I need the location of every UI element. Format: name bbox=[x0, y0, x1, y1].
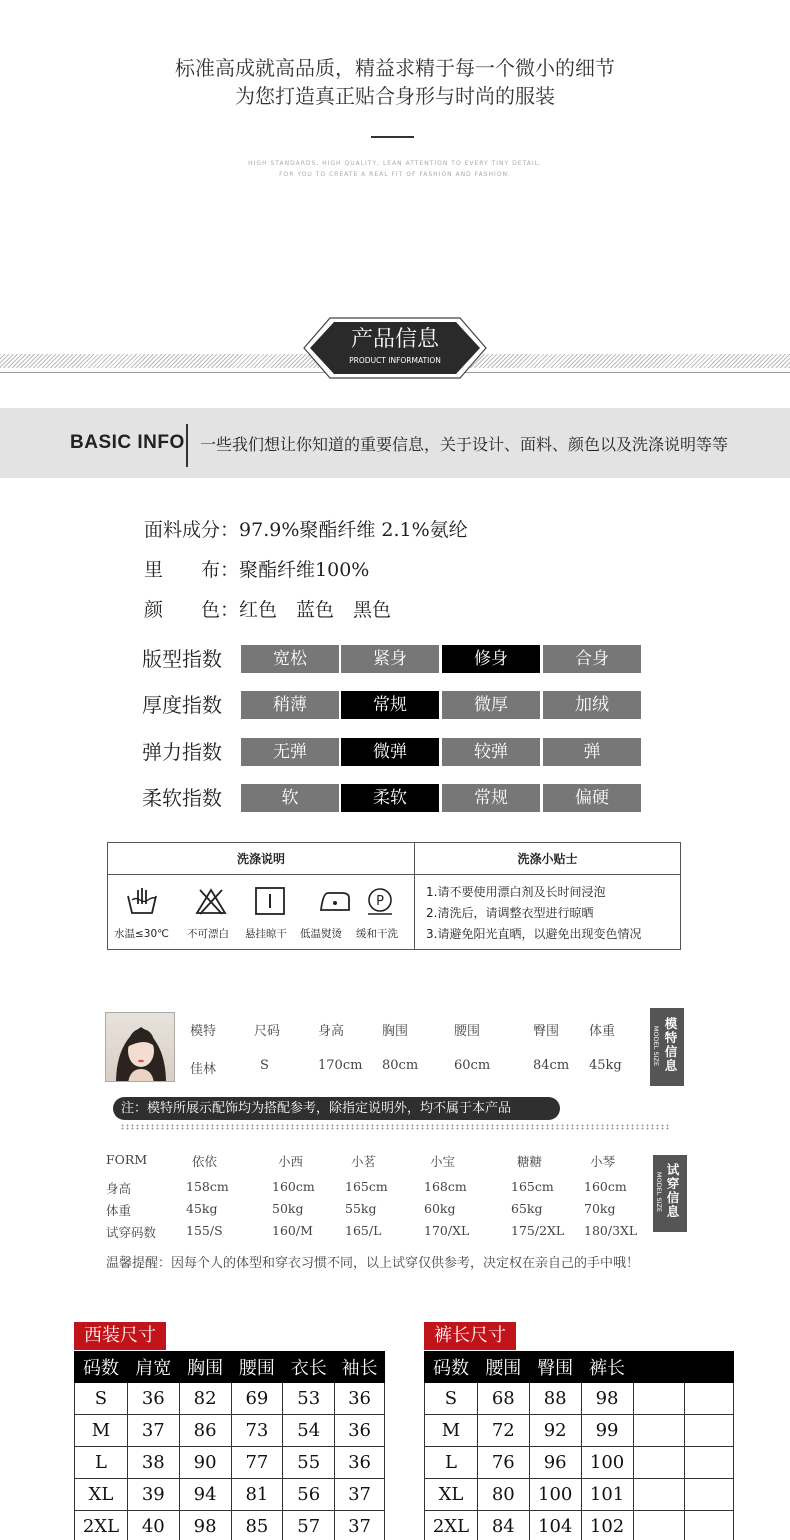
table-cell: 90 bbox=[179, 1447, 231, 1479]
table-header-cell: 裤长 bbox=[581, 1352, 633, 1383]
wash-tip: 1.请不要使用漂白剂及长时间浸泡 bbox=[426, 885, 606, 899]
prop-value: 97.9%聚酯纤维 2.1%氨纶 bbox=[239, 519, 468, 541]
table-row bbox=[75, 1415, 385, 1447]
model-note: 注：模特所展示配饰均为搭配参考，除指定说明外，均不属于本产品 bbox=[113, 1097, 560, 1120]
table-cell bbox=[633, 1383, 685, 1415]
table-cell: 55 bbox=[283, 1447, 335, 1479]
table-cell bbox=[633, 1479, 685, 1511]
hero-en-line-2: FOR YOU TO CREATE A REAL FIT OF FASHION AND FASHION. bbox=[279, 171, 511, 178]
prop-value: 红色 蓝色 黑色 bbox=[239, 599, 392, 621]
table-cell: 36 bbox=[335, 1415, 385, 1447]
table-cell bbox=[685, 1511, 734, 1540]
model-info-tag bbox=[650, 1008, 684, 1086]
index-option: 修身 bbox=[442, 645, 540, 673]
table-cell: 82 bbox=[179, 1383, 231, 1415]
model-tag-cn: 模特信息 bbox=[664, 1016, 678, 1073]
prop-label: 面料成分： bbox=[144, 519, 240, 541]
tryon-cell: 60kg bbox=[424, 1201, 456, 1216]
tryon-name: 小西 bbox=[278, 1154, 304, 1169]
table-header-cell bbox=[633, 1352, 685, 1383]
model-header: 腰围 bbox=[454, 1024, 481, 1039]
table-cell: 99 bbox=[581, 1415, 633, 1447]
wash-tip: 2.清洗后，请调整衣型进行晾晒 bbox=[426, 906, 594, 920]
model-value: 84cm bbox=[533, 1058, 570, 1073]
tryon-cell: 168cm bbox=[424, 1179, 467, 1194]
table-header-cell: 臀围 bbox=[529, 1352, 581, 1383]
tryon-name: 小茗 bbox=[351, 1154, 377, 1169]
table-cell: 54 bbox=[283, 1415, 335, 1447]
hero-en-line-1: HIGH STANDARDS, HIGH QUALITY, LEAN ATTENTION TO EVERY TINY DETAIL. bbox=[248, 160, 542, 167]
icon-label: 缓和干洗 bbox=[356, 928, 398, 940]
index-label: 版型指数 bbox=[142, 647, 222, 671]
table-cell: M bbox=[425, 1415, 478, 1447]
table-cell: L bbox=[75, 1447, 128, 1479]
tryon-cell: 160cm bbox=[272, 1179, 315, 1194]
hero-divider bbox=[371, 136, 414, 138]
low-iron-icon bbox=[318, 886, 352, 916]
table-row bbox=[425, 1447, 734, 1479]
hand-wash-icon bbox=[125, 886, 159, 916]
basic-info-title: BASIC INFO bbox=[70, 432, 185, 453]
table-header-cell: 码数 bbox=[75, 1352, 128, 1383]
table-cell: 100 bbox=[529, 1479, 581, 1511]
table-cell: 102 bbox=[581, 1511, 633, 1540]
hang-dry-icon bbox=[253, 886, 287, 916]
table-cell: 68 bbox=[477, 1383, 529, 1415]
table-cell bbox=[685, 1447, 734, 1479]
tryon-cell: 45kg bbox=[186, 1201, 218, 1216]
pants-size-table bbox=[424, 1351, 734, 1540]
model-value: 170cm bbox=[318, 1058, 363, 1073]
table-row bbox=[75, 1383, 385, 1415]
tryon-cell: 165cm bbox=[511, 1179, 554, 1194]
icon-label: 低温熨烫 bbox=[300, 928, 342, 940]
table-header-cell: 腰围 bbox=[477, 1352, 529, 1383]
table-cell: 40 bbox=[127, 1511, 179, 1540]
tryon-cell: 160/M bbox=[272, 1223, 313, 1238]
table-cell: 98 bbox=[179, 1511, 231, 1540]
tryon-row-label: 身高 bbox=[106, 1181, 132, 1196]
model-header: 胸围 bbox=[382, 1024, 409, 1039]
prop-label: 里 布： bbox=[144, 559, 240, 581]
table-cell: 101 bbox=[581, 1479, 633, 1511]
hero-text bbox=[0, 54, 790, 110]
index-option: 微弹 bbox=[341, 738, 439, 766]
table-cell: 94 bbox=[179, 1479, 231, 1511]
model-header: 臀围 bbox=[533, 1024, 560, 1039]
dry-clean-icon bbox=[363, 886, 397, 916]
table-cell bbox=[685, 1415, 734, 1447]
table-cell: 36 bbox=[335, 1383, 385, 1415]
table-cell: 98 bbox=[581, 1383, 633, 1415]
tryon-cell: 160cm bbox=[584, 1179, 627, 1194]
avatar bbox=[105, 1012, 175, 1082]
index-option: 常规 bbox=[341, 691, 439, 719]
index-option: 加绒 bbox=[543, 691, 641, 719]
table-cell: 96 bbox=[529, 1447, 581, 1479]
table-cell: 2XL bbox=[425, 1511, 478, 1540]
table-header-cell: 腰围 bbox=[231, 1352, 283, 1383]
table-row bbox=[75, 1511, 385, 1540]
prop-lining bbox=[144, 555, 369, 582]
table-cell: 77 bbox=[231, 1447, 283, 1479]
table-cell: 80 bbox=[477, 1479, 529, 1511]
no-bleach-icon bbox=[194, 886, 228, 916]
table-cell: 57 bbox=[283, 1511, 335, 1540]
model-value: 佳林 bbox=[190, 1062, 217, 1077]
washing-tips-header: 洗涤小贴士 bbox=[517, 852, 578, 866]
prop-value: 聚酯纤维100% bbox=[239, 559, 370, 581]
washing-table bbox=[107, 842, 681, 950]
wash-tip: 3.请避免阳光直晒，以避免出现变色情况 bbox=[426, 927, 642, 941]
table-cell: S bbox=[425, 1383, 478, 1415]
basic-info-divider bbox=[186, 424, 188, 467]
index-option: 较弹 bbox=[442, 738, 540, 766]
table-cell: S bbox=[75, 1383, 128, 1415]
model-tag-en: MODEL SIZE bbox=[652, 1025, 660, 1067]
table-cell: 73 bbox=[231, 1415, 283, 1447]
table-cell bbox=[685, 1383, 734, 1415]
table-cell: 53 bbox=[283, 1383, 335, 1415]
model-header: 体重 bbox=[589, 1024, 616, 1039]
table-cell: 39 bbox=[127, 1479, 179, 1511]
tryon-cell: 170/XL bbox=[424, 1223, 470, 1238]
icon-label: 不可漂白 bbox=[187, 928, 229, 940]
model-header: 身高 bbox=[318, 1024, 345, 1039]
tryon-info-tag bbox=[653, 1155, 687, 1232]
tryon-cell: 158cm bbox=[186, 1179, 229, 1194]
hero-english bbox=[0, 158, 790, 180]
table-cell: M bbox=[75, 1415, 128, 1447]
tryon-cell: 55kg bbox=[345, 1201, 377, 1216]
suit-size-title: 西装尺寸 bbox=[74, 1322, 166, 1350]
index-option: 合身 bbox=[543, 645, 641, 673]
table-cell: L bbox=[425, 1447, 478, 1479]
tryon-cell: 165cm bbox=[345, 1179, 388, 1194]
table-cell: 69 bbox=[231, 1383, 283, 1415]
table-header-cell: 袖长 bbox=[335, 1352, 385, 1383]
table-cell: XL bbox=[425, 1479, 478, 1511]
model-value: 60cm bbox=[454, 1058, 491, 1073]
hero-line-1: 标准高成就高品质，精益求精于每一个微小的细节 bbox=[175, 56, 615, 80]
table-header-cell: 胸围 bbox=[179, 1352, 231, 1383]
table-cell: 104 bbox=[529, 1511, 581, 1540]
table-cell: 72 bbox=[477, 1415, 529, 1447]
table-row bbox=[425, 1479, 734, 1511]
index-option: 常规 bbox=[442, 784, 540, 812]
table-row bbox=[425, 1415, 734, 1447]
table-cell: 81 bbox=[231, 1479, 283, 1511]
icon-label: 悬挂晾干 bbox=[245, 928, 287, 940]
table-row bbox=[75, 1447, 385, 1479]
tryon-name: 小琴 bbox=[590, 1154, 616, 1169]
model-value: S bbox=[260, 1058, 269, 1073]
table-header-row bbox=[75, 1352, 385, 1383]
model-value: 80cm bbox=[382, 1058, 419, 1073]
table-cell: 2XL bbox=[75, 1511, 128, 1540]
section-title: 产品信息 bbox=[350, 327, 439, 352]
icon-label: 水温≤30℃ bbox=[114, 928, 169, 940]
table-cell: 37 bbox=[335, 1511, 385, 1540]
table-cell: 100 bbox=[581, 1447, 633, 1479]
table-cell: 85 bbox=[231, 1511, 283, 1540]
tryon-tag-cn: 试穿信息 bbox=[666, 1162, 680, 1219]
table-cell: 56 bbox=[283, 1479, 335, 1511]
tryon-row-label: 试穿码数 bbox=[106, 1225, 157, 1240]
tryon-cell: 165/L bbox=[345, 1223, 382, 1238]
index-option: 无弹 bbox=[241, 738, 339, 766]
hero-line-2: 为您打造真正贴合身形与时尚的服装 bbox=[235, 84, 555, 108]
tryon-cell: 155/S bbox=[186, 1223, 223, 1238]
tryon-cell: 65kg bbox=[511, 1201, 543, 1216]
table-cell: 38 bbox=[127, 1447, 179, 1479]
table-row bbox=[425, 1383, 734, 1415]
model-header: 尺码 bbox=[254, 1024, 281, 1039]
index-option: 紧身 bbox=[341, 645, 439, 673]
tryon-name: 糖糖 bbox=[517, 1154, 543, 1169]
table-cell: 76 bbox=[477, 1447, 529, 1479]
table-row bbox=[425, 1511, 734, 1540]
table-cell: 86 bbox=[179, 1415, 231, 1447]
suit-size-table bbox=[74, 1351, 385, 1540]
index-option: 微厚 bbox=[442, 691, 540, 719]
tryon-tag-en: MODEL SIZE bbox=[655, 1171, 663, 1213]
table-cell: 84 bbox=[477, 1511, 529, 1540]
index-option: 软 bbox=[241, 784, 339, 812]
table-header-row bbox=[425, 1352, 734, 1383]
table-header-cell bbox=[685, 1352, 734, 1383]
table-cell bbox=[685, 1479, 734, 1511]
table-row bbox=[75, 1479, 385, 1511]
index-option: 柔软 bbox=[341, 784, 439, 812]
dotted-divider bbox=[120, 1124, 670, 1130]
prop-color bbox=[144, 595, 391, 622]
tryon-cell: 70kg bbox=[584, 1201, 616, 1216]
model-header: 模特 bbox=[190, 1024, 217, 1039]
index-option: 弹 bbox=[543, 738, 641, 766]
pants-size-title: 裤长尺寸 bbox=[424, 1322, 516, 1350]
table-cell: XL bbox=[75, 1479, 128, 1511]
tryon-cell: 175/2XL bbox=[511, 1223, 565, 1238]
table-cell: 36 bbox=[335, 1447, 385, 1479]
tryon-name: 小宝 bbox=[430, 1154, 456, 1169]
prop-fabric bbox=[144, 515, 468, 542]
table-cell bbox=[633, 1415, 685, 1447]
index-option: 宽松 bbox=[241, 645, 339, 673]
index-label: 厚度指数 bbox=[142, 693, 222, 717]
model-value: 45kg bbox=[589, 1058, 622, 1073]
tryon-row-label: 体重 bbox=[106, 1203, 132, 1218]
tryon-form-label: FORM bbox=[106, 1152, 148, 1167]
table-cell: 37 bbox=[335, 1479, 385, 1511]
table-header-cell: 衣长 bbox=[283, 1352, 335, 1383]
table-cell bbox=[633, 1511, 685, 1540]
washing-header: 洗涤说明 bbox=[236, 852, 285, 866]
prop-label: 颜 色： bbox=[144, 599, 240, 621]
index-label: 弹力指数 bbox=[142, 740, 222, 764]
section-subtitle: PRODUCT INFORMATION bbox=[349, 356, 441, 365]
table-cell: 88 bbox=[529, 1383, 581, 1415]
table-header-cell: 肩宽 bbox=[127, 1352, 179, 1383]
warm-reminder: 温馨提醒：因每个人的体型和穿衣习惯不同，以上试穿仅供参考，决定权在亲自己的手中哦！ bbox=[106, 1256, 640, 1271]
table-cell bbox=[633, 1447, 685, 1479]
index-option: 稍薄 bbox=[241, 691, 339, 719]
tryon-cell: 50kg bbox=[272, 1201, 304, 1216]
tryon-name: 依依 bbox=[192, 1154, 218, 1169]
index-label: 柔软指数 bbox=[142, 786, 222, 810]
table-header-cell: 码数 bbox=[425, 1352, 478, 1383]
index-option: 偏硬 bbox=[543, 784, 641, 812]
tryon-cell: 180/3XL bbox=[584, 1223, 638, 1238]
table-cell: 36 bbox=[127, 1383, 179, 1415]
basic-info-desc: 一些我们想让你知道的重要信息，关于设计、面料、颜色以及洗涤说明等等 bbox=[200, 435, 729, 454]
table-cell: 37 bbox=[127, 1415, 179, 1447]
svg-text:P: P bbox=[376, 894, 384, 909]
table-cell: 92 bbox=[529, 1415, 581, 1447]
